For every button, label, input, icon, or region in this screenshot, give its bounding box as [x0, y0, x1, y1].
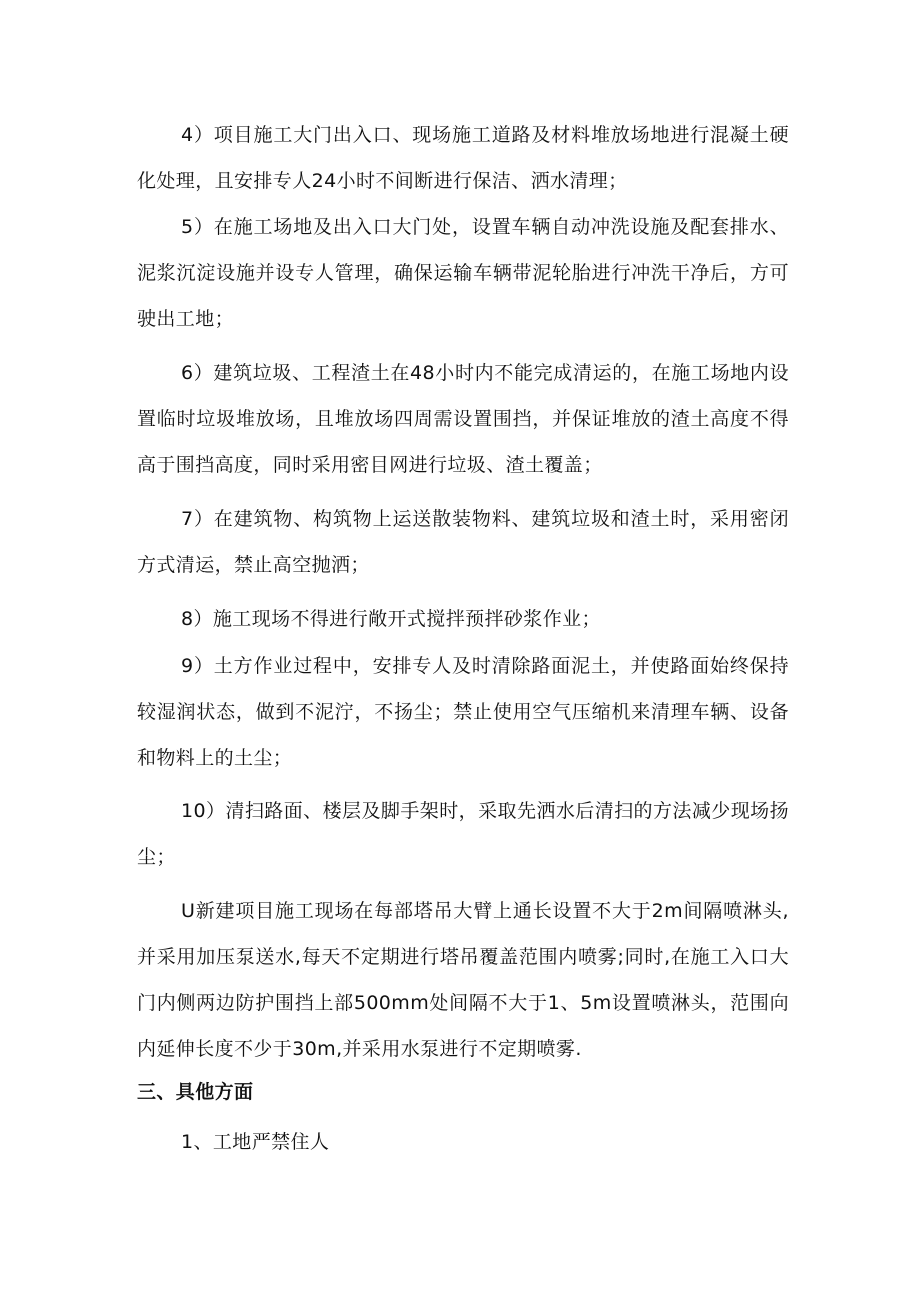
paragraph-item-8: 8）施工现场不得进行敞开式搅拌预拌砂浆作业； — [181, 608, 601, 630]
paragraph-item-10: 10）清扫路面、楼层及脚手架时，采取先洒水后清扫的方法减少现场扬尘； — [137, 800, 789, 868]
section-heading: 三、具他方面 — [137, 1081, 254, 1103]
paragraph-item-7: 7）在建筑物、构筑物上运送散装物料、建筑垃圾和渣土时，采用密闭方式清运，禁止高空抛洒； — [137, 508, 789, 576]
paragraph-sprinkler: U新建项目施工现场在每部塔吊大臂上通长设置不大于2m间隔喷淋头,并采用加压泵送水,每天不定期进行塔吊覆盖范围内喷雾;同时,在施工入口大门内侧两边防护围挡上部500mm处间隔不大于1、5m设置喷淋头，范围向内延伸长度不少于30m,并采用水泵进行不定期喷雾. — [137, 900, 789, 1060]
paragraph-item-4: 4）项目施工大门出入口、现场施工道路及材料堆放场地进行混凝土硬化处理，且安排专人24小时不间断进行保洁、洒水清理； — [137, 124, 789, 192]
paragraph-item-6: 6）建筑垃圾、工程渣土在48小时内不能完成清运的，在施工场地内设置临时垃圾堆放场，且堆放场四周需设置围挡，并保证堆放的渣土高度不得高于围挡高度，同时采用密目网进行垃圾、渣土覆盖； — [137, 362, 789, 476]
section-item-1: 1、工地严禁住人 — [181, 1131, 330, 1153]
paragraph-item-5: 5）在施工场地及出入口大门处，设置车辆自动冲洗设施及配套排水、泥浆沉淀设施并设专人管理，确保运输车辆带泥轮胎进行冲洗干净后，方可驶出工地； — [137, 216, 789, 330]
paragraph-item-9: 9）土方作业过程中，安排专人及时清除路面泥土，并使路面始终保持较湿润状态，做到不泥泞，不扬尘；禁止使用空气压缩机来清理车辆、设备和物料上的土尘； — [137, 655, 789, 769]
